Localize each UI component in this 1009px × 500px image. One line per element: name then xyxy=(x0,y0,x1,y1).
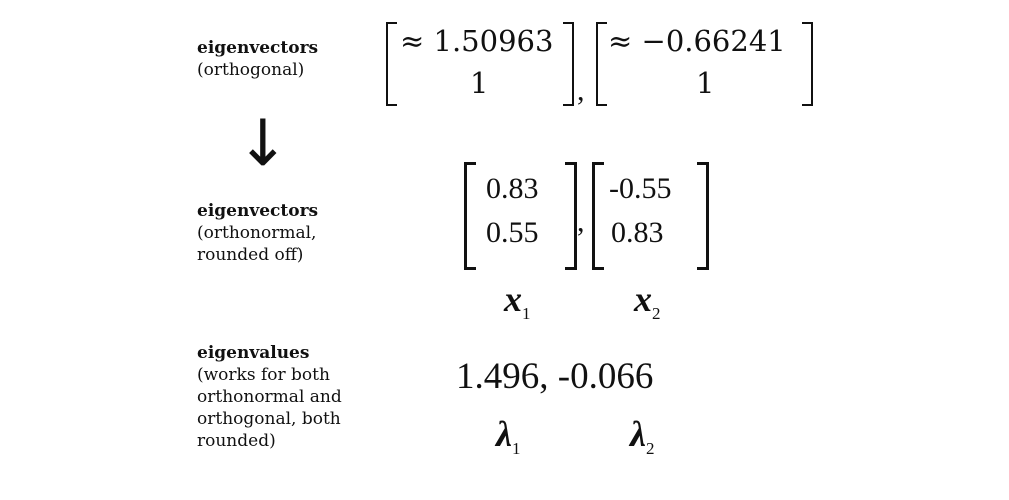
vector-separator: , xyxy=(577,205,585,238)
right-bracket xyxy=(565,162,577,270)
symbol: λ xyxy=(630,414,646,454)
vector-symbol-x2 xyxy=(634,278,661,324)
orthonormal-vector-2 xyxy=(592,162,709,270)
label-line: orthonormal and xyxy=(197,387,342,407)
vector-entry-top: -0.55 xyxy=(609,172,672,205)
right-bracket xyxy=(697,162,709,270)
orthonormal-vector-1 xyxy=(464,162,577,270)
subscript: 2 xyxy=(652,304,661,323)
symbol: λ xyxy=(496,414,512,454)
label-line: (orthonormal, xyxy=(197,223,317,243)
subscript: 2 xyxy=(645,439,655,458)
right-bracket xyxy=(563,22,574,106)
label-title: eigenvectors xyxy=(197,38,319,58)
label-orthogonal-eigenvectors xyxy=(197,37,318,81)
right-bracket xyxy=(802,22,813,106)
label-line: (works for both xyxy=(197,365,330,385)
vector-entry-top: 0.83 xyxy=(486,172,539,205)
label-line: rounded off) xyxy=(197,245,304,265)
label-line: rounded) xyxy=(197,431,276,451)
vector-entry-bottom: 0.55 xyxy=(486,216,539,249)
subscript: 1 xyxy=(522,304,531,323)
vector-entry-top: ≈ 1.50963 xyxy=(400,24,554,58)
vector-symbol-x1 xyxy=(504,278,531,324)
eigenvalue-symbol-lambda1 xyxy=(496,413,520,459)
left-bracket xyxy=(386,22,397,106)
eigenvalue-symbol-lambda2 xyxy=(630,413,654,459)
symbol: x xyxy=(504,279,522,319)
vector-entry-bottom: 1 xyxy=(696,66,715,100)
vector-entry-bottom: 0.83 xyxy=(611,216,664,249)
left-bracket xyxy=(592,162,604,270)
symbol: x xyxy=(634,279,652,319)
subscript: 1 xyxy=(511,439,521,458)
vector-entry-bottom: 1 xyxy=(470,66,489,100)
eigenvalues-text: 1.496, -0.066 xyxy=(456,356,654,397)
label-orthonormal-eigenvectors xyxy=(197,200,318,266)
label-line: orthogonal, both xyxy=(197,409,341,429)
down-arrow-icon: ↓ xyxy=(236,107,290,181)
label-title: eigenvalues xyxy=(197,343,310,363)
left-bracket xyxy=(464,162,476,270)
orthogonal-vector-2 xyxy=(596,22,813,106)
orthogonal-vector-1 xyxy=(386,22,574,106)
label-title: eigenvectors xyxy=(197,201,319,221)
left-bracket xyxy=(596,22,607,106)
vector-separator: , xyxy=(577,74,585,107)
label-line: (orthogonal) xyxy=(197,60,305,80)
label-eigenvalues xyxy=(197,342,342,452)
vector-entry-top: ≈ −0.66241 xyxy=(608,24,786,58)
